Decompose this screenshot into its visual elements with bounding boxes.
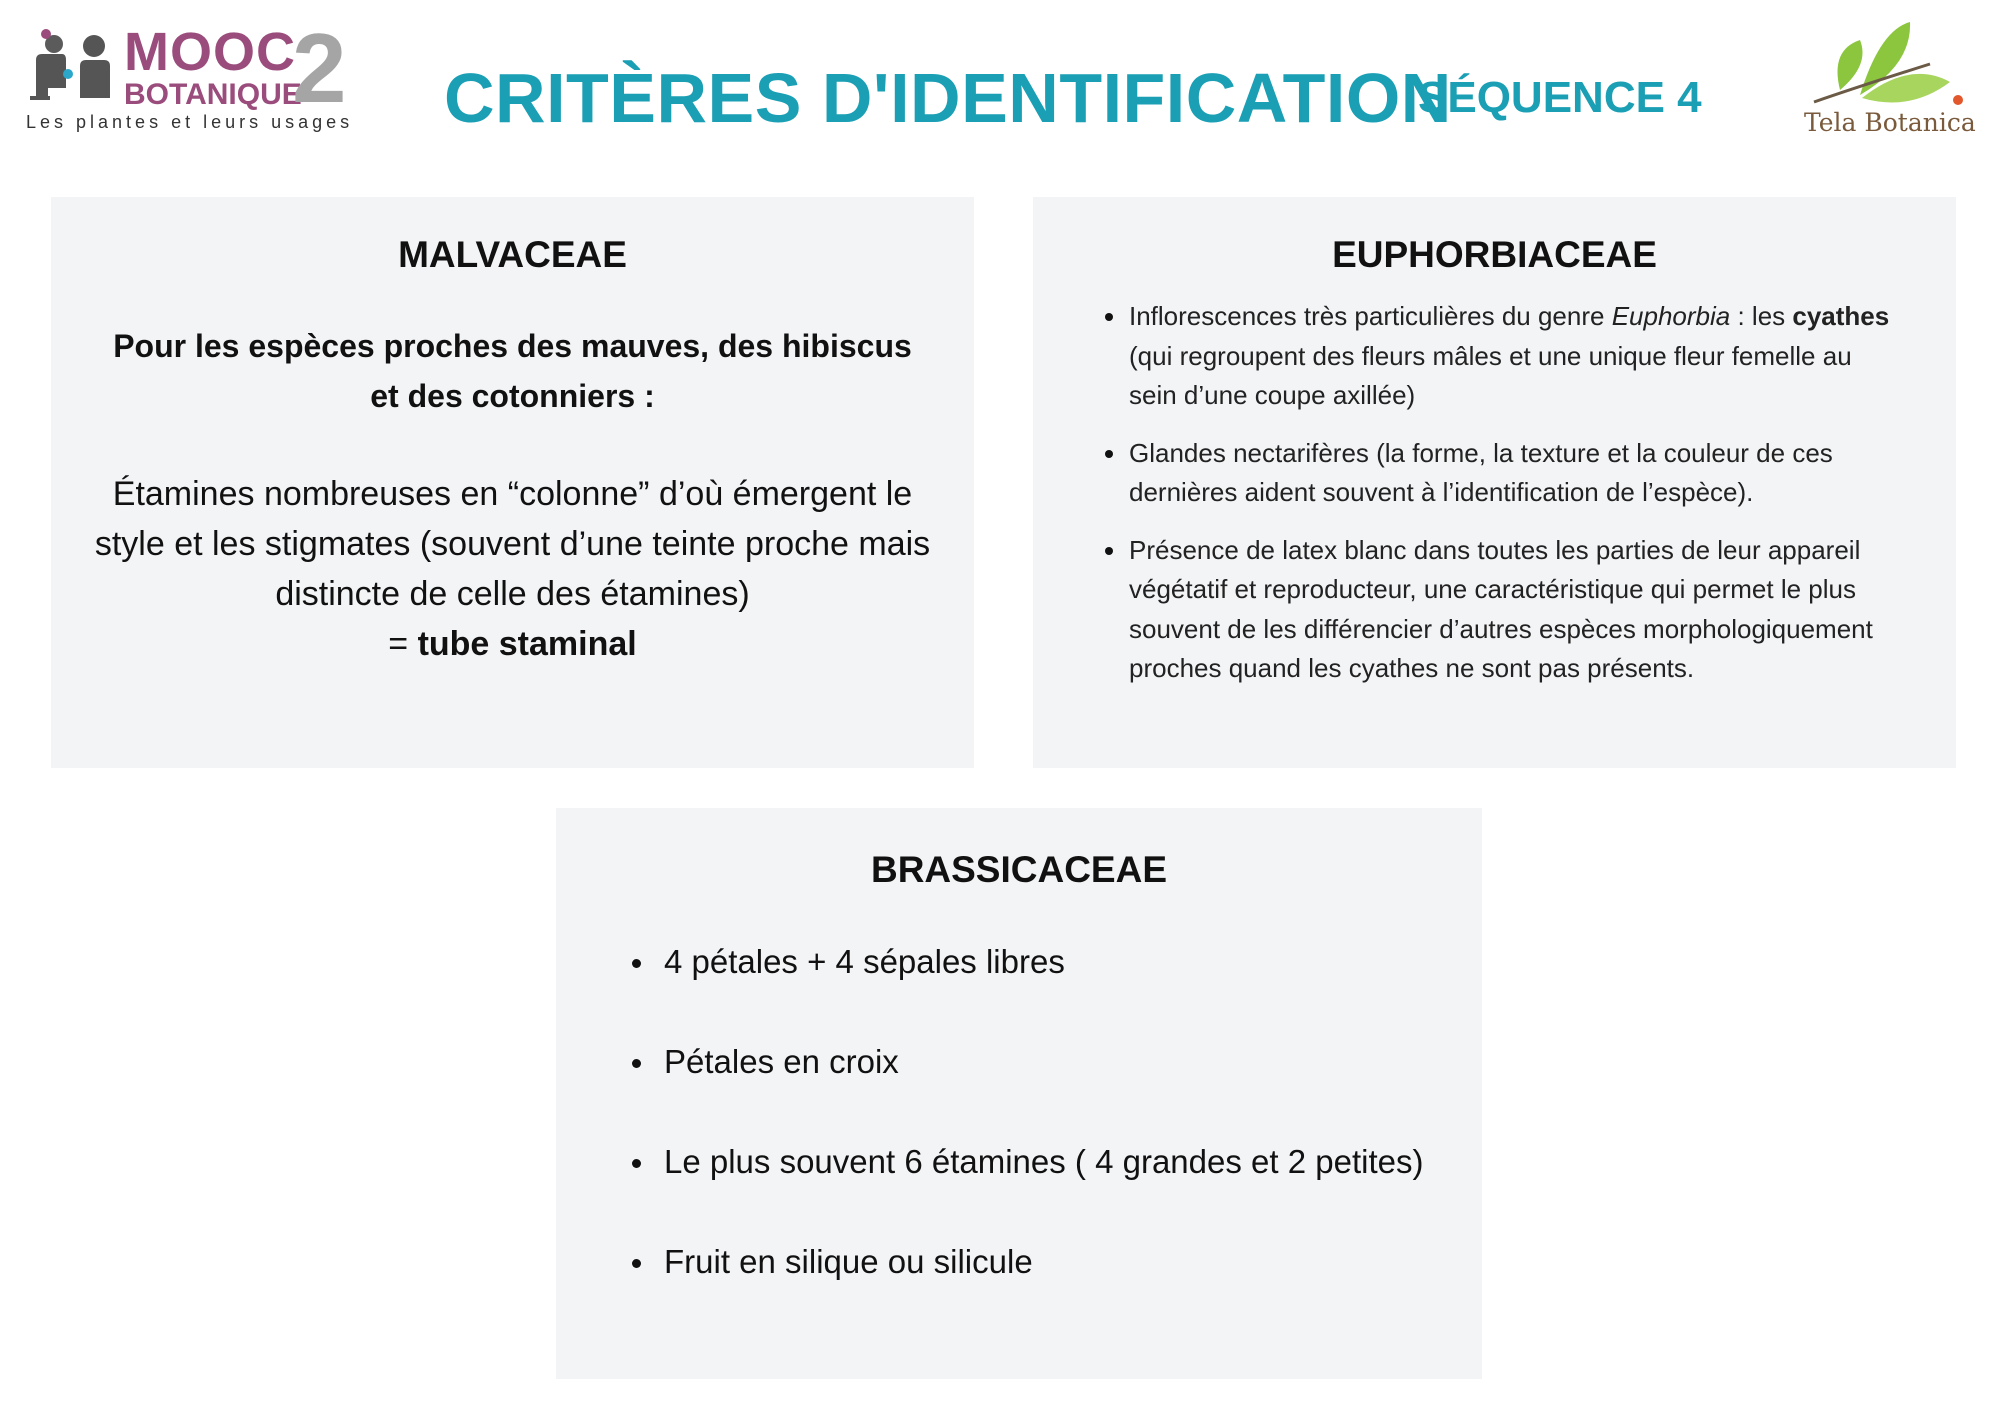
- list-item: Pétales en croix: [664, 1042, 1462, 1082]
- mooc-number: 2: [292, 13, 347, 123]
- euphorbiaceae-title: EUPHORBIACEAE: [1332, 234, 1657, 275]
- tela-botanica-logo: [1800, 20, 1976, 140]
- brassicaceae-card: [556, 808, 1482, 1379]
- mooc-logo: [24, 13, 364, 142]
- mooc-tagline: Les plantes et leurs usages: [26, 112, 354, 132]
- malvaceae-description: Étamines nombreuses en “colonne” d’où émergent le style et les stigmates (souvent d’une teinte proche mais distincte de celle des étamines): [94, 475, 931, 613]
- item-text: : les: [1730, 301, 1793, 331]
- genus-name: Euphorbia: [1611, 301, 1731, 331]
- list-item: Le plus souvent 6 étamines ( 4 grandes et 2 petites): [664, 1142, 1462, 1182]
- tela-botanica-name: Tela Botanica: [1804, 108, 1976, 137]
- brassicaceae-title: BRASSICACEAE: [870, 849, 1168, 890]
- cyathes-term: cyathes: [1792, 301, 1890, 331]
- list-item: Glandes nectarifères (la forme, la texture et la couleur de ces dernières aident souvent à l’identification de l’espèce).: [1129, 434, 1896, 513]
- item-text: Inflorescences très particulières du genre: [1129, 301, 1612, 331]
- sequence-label: SÉQUENCE 4: [1418, 73, 1702, 122]
- malvaceae-conclusion: [51, 619, 974, 669]
- mooc-subwordmark: BOTANIQUE: [124, 78, 302, 111]
- malvaceae-term: tube staminal: [417, 625, 637, 663]
- mooc-wordmark: MOOC: [124, 22, 296, 82]
- list-item: [1129, 297, 1896, 416]
- brassicaceae-list: [664, 942, 1462, 1342]
- people-figures-icon: [24, 26, 124, 106]
- item-text: (qui regroupent des fleurs mâles et une unique fleur femelle au sein d’une coupe axillée): [1129, 340, 1852, 410]
- malvaceae-title: MALVACEAE: [398, 234, 627, 275]
- malvaceae-card: [51, 197, 974, 768]
- list-item: 4 pétales + 4 sépales libres: [664, 942, 1462, 982]
- page-title: CRITÈRES D'IDENTIFICATION: [444, 59, 1452, 137]
- malvaceae-subtitle: Pour les espèces proches des mauves, des hibiscus et des cotonniers :: [113, 328, 912, 414]
- euphorbiaceae-list: [1129, 297, 1896, 707]
- leaf-icon: [1800, 20, 1970, 110]
- equals-sign: =: [388, 625, 409, 663]
- euphorbiaceae-card: [1033, 197, 1956, 768]
- list-item: Fruit en silique ou silicule: [664, 1242, 1462, 1282]
- list-item: Présence de latex blanc dans toutes les parties de leur appareil végétatif et reproducteur, une caractéristique qui permet le plus souvent de les différencier d’autres espèces morphologiquement proches quand les cyathes ne sont pas présents.: [1129, 531, 1896, 689]
